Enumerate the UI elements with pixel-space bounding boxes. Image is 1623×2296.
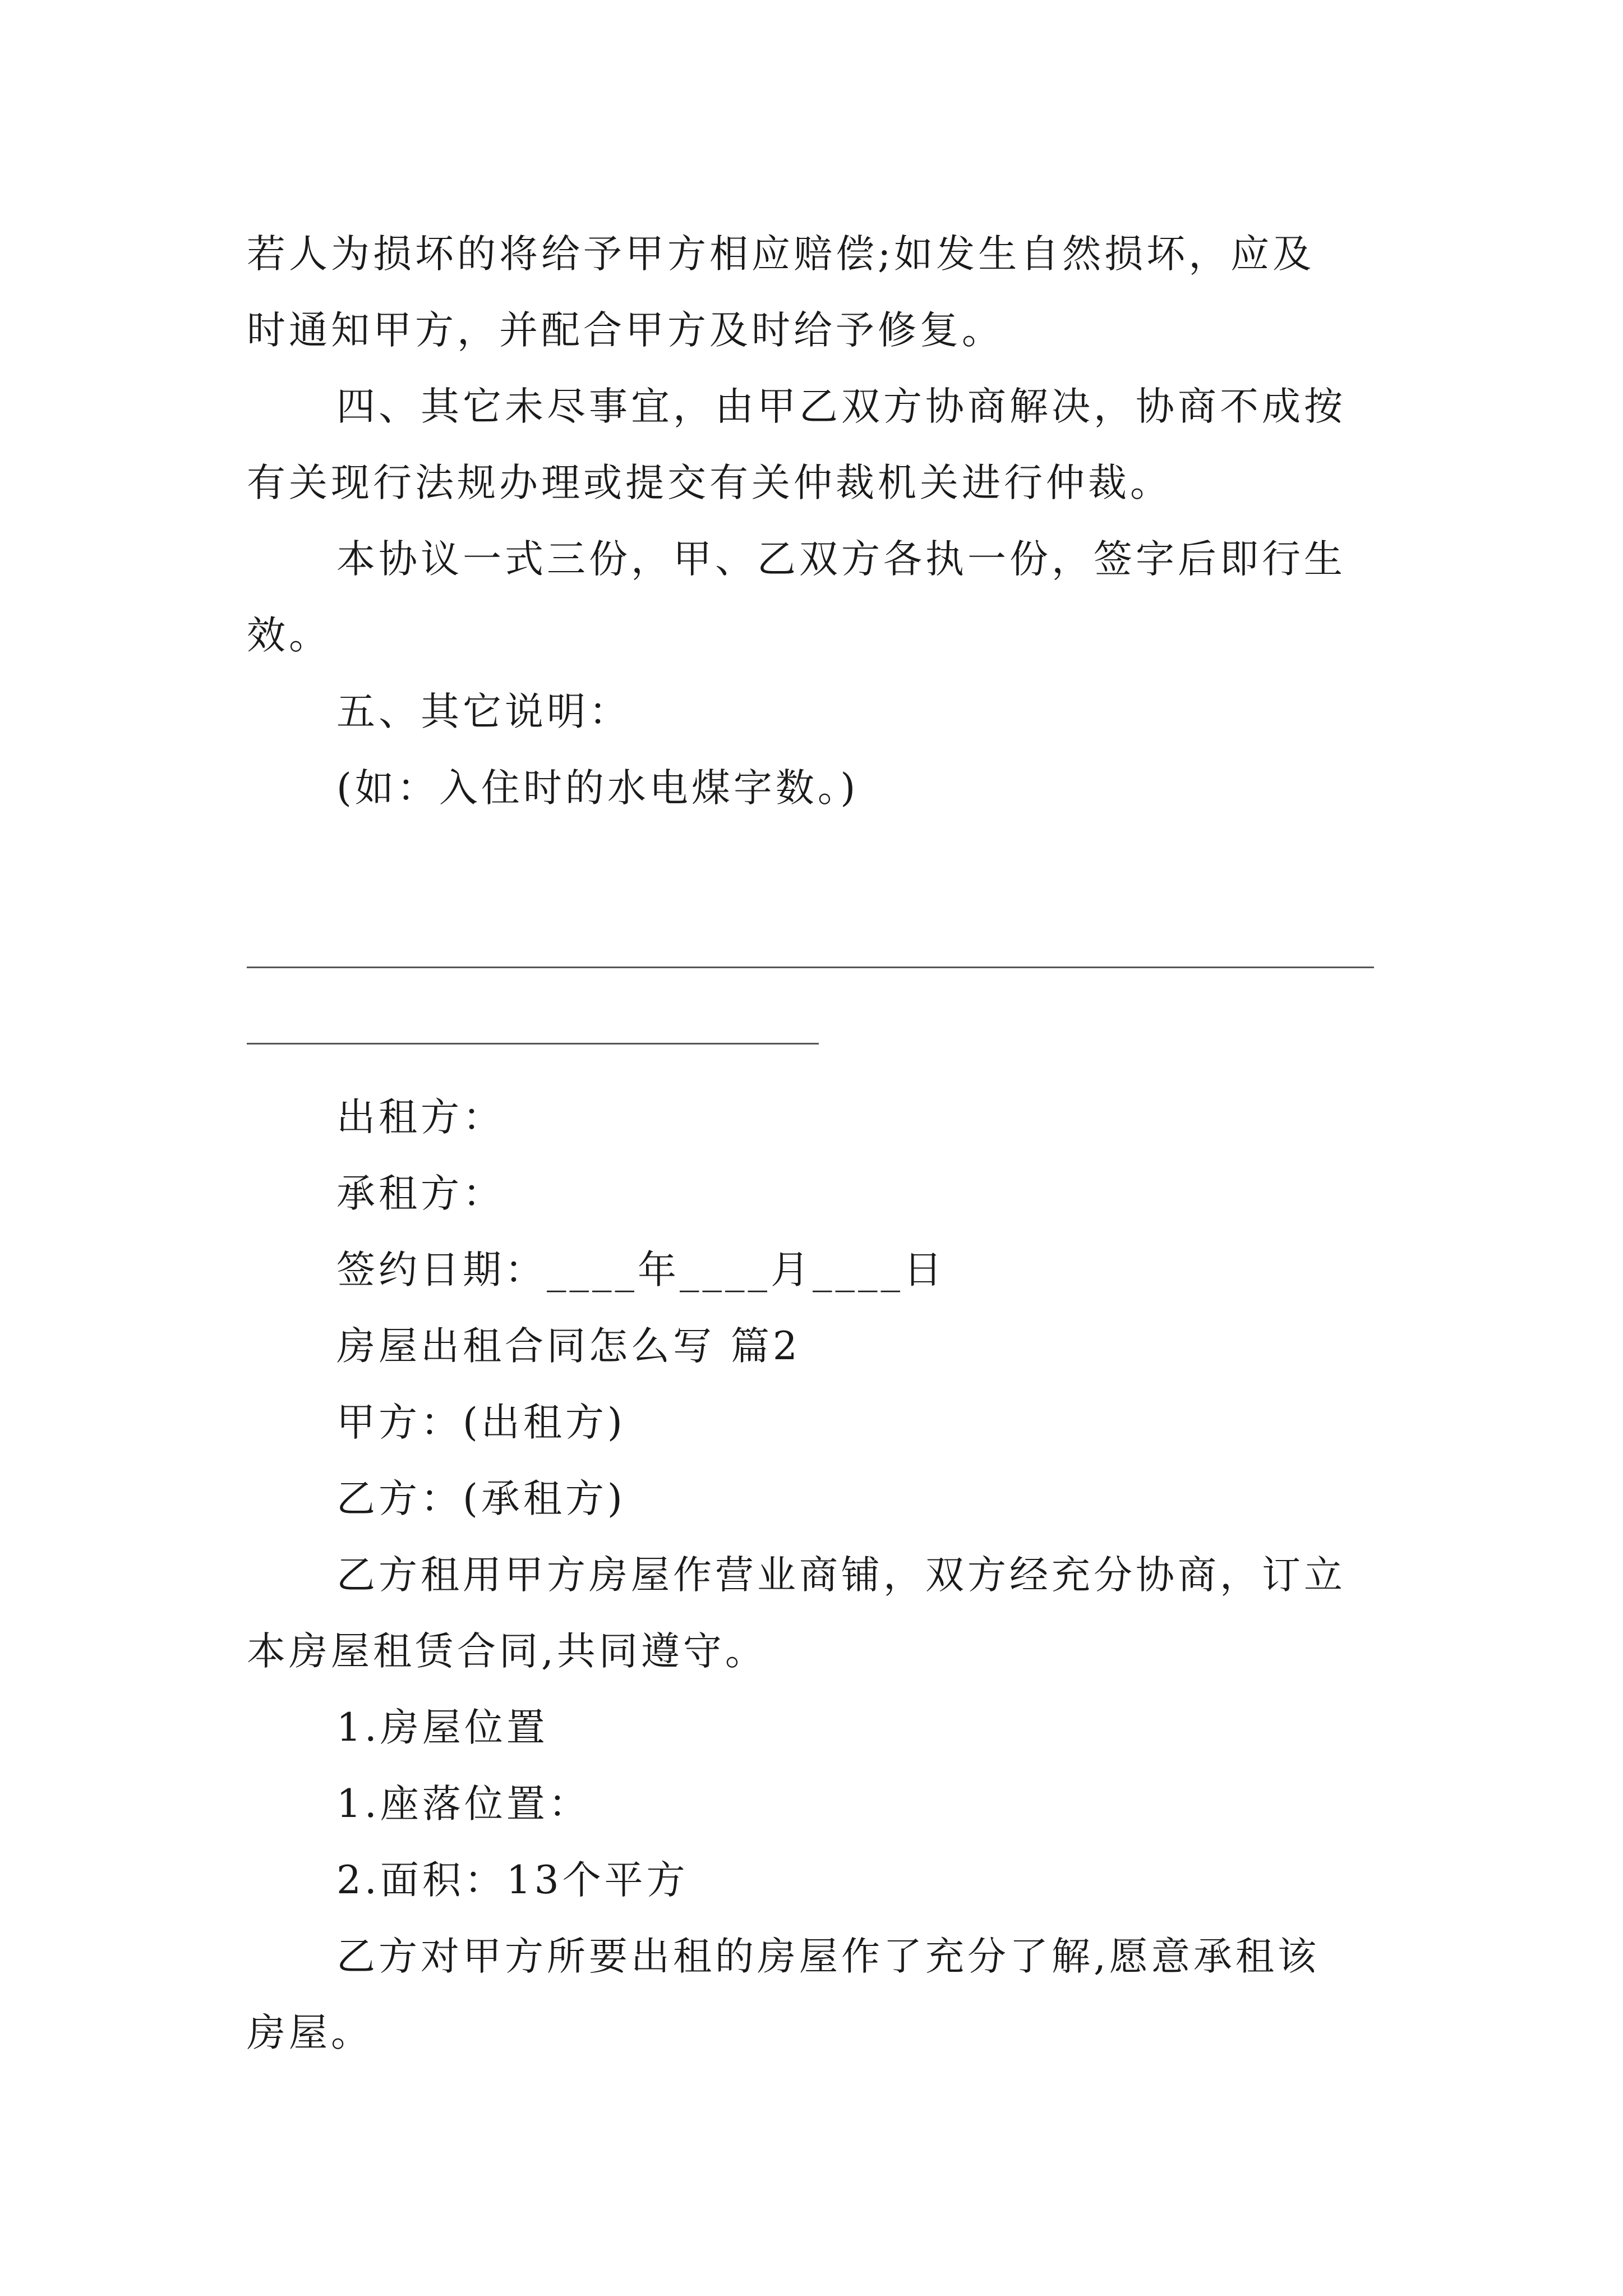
- text-line: 本房屋租赁合同,共同遵守。: [247, 1629, 767, 1674]
- text-block-bottom: [247, 1079, 1391, 2071]
- text-line: 有关现行法规办理或提交有关仲裁机关进行仲裁。: [247, 461, 1172, 505]
- text-line: 效。: [247, 613, 331, 658]
- text-line: 本协议一式三份，甲、乙双方各执一份，签字后即行生: [336, 537, 1346, 582]
- text-line: 乙方租用甲方房屋作营业商铺，双方经充分协商，订立: [336, 1553, 1346, 1598]
- text-line: 五、其它说明：: [336, 689, 631, 734]
- text-block-top: [247, 216, 1391, 826]
- text-line: 时通知甲方，并配合甲方及时给予修复。: [247, 308, 1004, 353]
- text-line: 签约日期：____年____月____日: [336, 1248, 946, 1292]
- text-line: (如：入住时的水电煤字数。): [336, 766, 859, 811]
- text-line: 乙方：(承租方): [336, 1476, 626, 1521]
- text-line: 房屋。: [247, 2010, 373, 2055]
- text-line: 乙方对甲方所要出租的房屋作了充分了解,愿意承租该: [336, 1934, 1320, 1979]
- text-line: 出租方：: [336, 1095, 505, 1140]
- text-line: 四、其它未尽事宜，由甲乙双方协商解决，协商不成按: [336, 384, 1346, 429]
- document-body: [247, 216, 1391, 2071]
- spacer: [247, 826, 1391, 955]
- text-line: 甲方：(出租方): [336, 1400, 626, 1445]
- signature-line-long: [247, 967, 1374, 968]
- text-line: 1.座落位置：: [336, 1782, 591, 1826]
- text-line: 若人为损坏的将给予甲方相应赔偿;如发生自然损坏，应及: [247, 232, 1315, 277]
- text-line: 2.面积：13个平方: [336, 1858, 689, 1903]
- text-line: 房屋出租合同怎么写 篇2: [336, 1324, 801, 1369]
- text-line: 1.房屋位置: [336, 1705, 548, 1750]
- spacer: [247, 1045, 1391, 1079]
- text-line: 承租方：: [336, 1171, 505, 1216]
